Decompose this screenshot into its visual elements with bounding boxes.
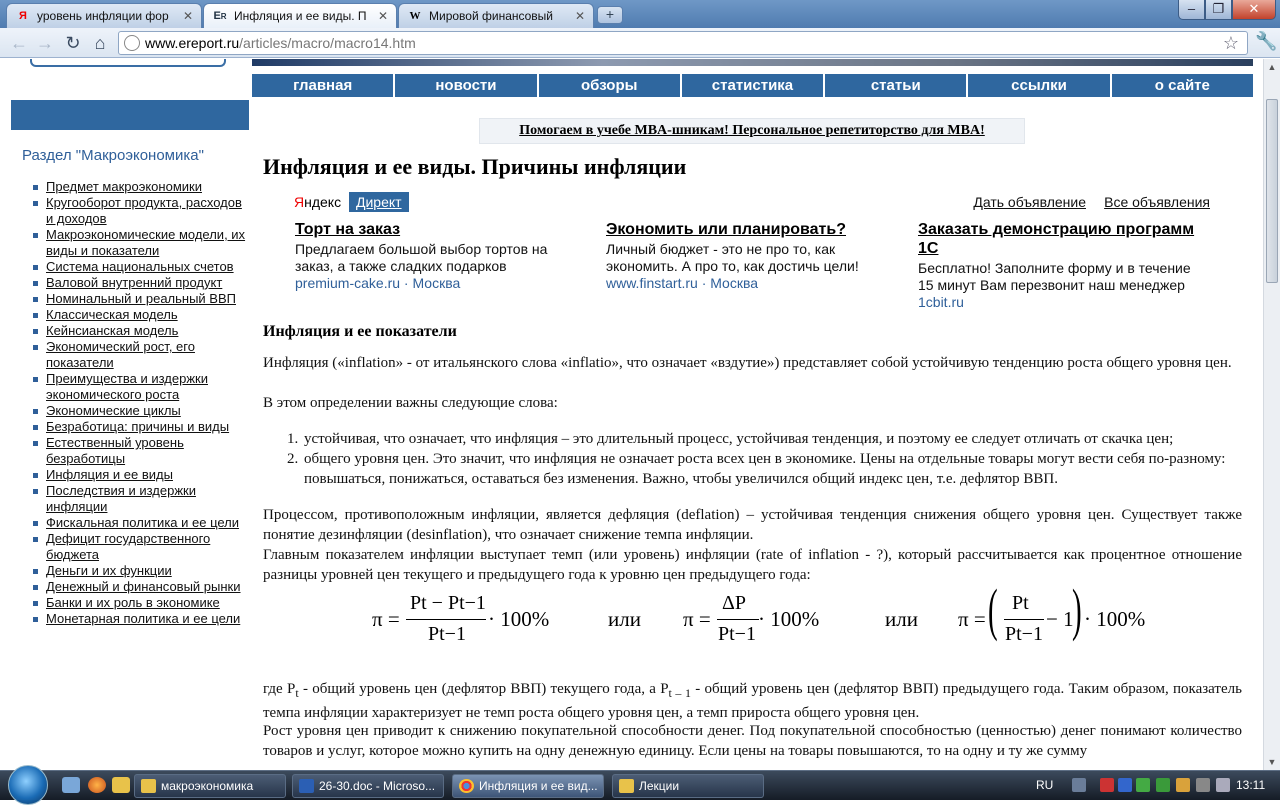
promo-link[interactable]: Помогаем в учебе MBA-шникам! Персональное репетиторство для MBA! xyxy=(519,123,985,138)
yandex-favicon-icon: Я xyxy=(19,10,27,22)
word-icon xyxy=(299,779,314,793)
url-host: www.ereport.ru xyxy=(145,35,240,51)
page-viewport xyxy=(0,59,1263,770)
place-ad-link[interactable]: Дать объявление xyxy=(973,194,1086,210)
section-heading: Инфляция и ее показатели xyxy=(263,323,457,340)
ad-title[interactable]: Экономить или планировать? xyxy=(606,221,846,238)
taskbar-item[interactable]: Лекции xyxy=(612,774,764,798)
menu-item-reviews[interactable]: обзоры xyxy=(539,74,680,97)
browser-tab-2[interactable] xyxy=(203,3,397,28)
site-top-menu xyxy=(252,74,1253,97)
ad-text: Личный бюджет - это не про то, как экономить. А про то, как достичь цели! xyxy=(606,241,859,274)
network-icon[interactable] xyxy=(1156,778,1170,792)
browser-tab-3[interactable] xyxy=(398,3,594,28)
sidebar-header-bar xyxy=(11,100,249,130)
formula-numerator: ΔP xyxy=(722,592,746,614)
formula-times-100: · 100% xyxy=(1084,607,1146,631)
tab-title: Мировой финансовый xyxy=(429,9,554,23)
browser-tab-bar xyxy=(0,0,1280,28)
show-desktop-icon[interactable] xyxy=(62,777,80,793)
reload-icon[interactable]: ↻ xyxy=(65,33,81,53)
windows-taskbar xyxy=(0,770,1280,800)
wikipedia-favicon-icon: W xyxy=(409,10,421,22)
sidebar-item[interactable] xyxy=(46,563,246,579)
formula-pi: π = xyxy=(958,607,986,631)
sidebar-item-label[interactable]: Кругооборот продукта, расходов и доходов xyxy=(46,195,242,226)
formula-pi: π = xyxy=(372,607,400,631)
ad-url[interactable]: premium-cake.ru · Москва xyxy=(295,275,461,291)
sidebar-item-label[interactable]: Безработица: причины и виды xyxy=(46,419,230,434)
sidebar-item[interactable] xyxy=(46,275,246,291)
sidebar-item[interactable] xyxy=(46,419,246,435)
ad-item[interactable] xyxy=(918,220,1208,311)
home-icon[interactable]: ⌂ xyxy=(94,33,106,53)
sidebar-item-label[interactable]: Последствия и издержки инфляции xyxy=(46,483,196,514)
sidebar-item[interactable] xyxy=(46,483,246,515)
address-bar[interactable] xyxy=(118,31,1248,55)
ad-item[interactable] xyxy=(295,220,585,292)
ad-url[interactable]: www.finstart.ru · Москва xyxy=(606,275,759,291)
scroll-thumb[interactable] xyxy=(1266,99,1278,283)
sidebar-item-label[interactable]: Дефицит государственного бюджета xyxy=(46,531,211,562)
close-window-button[interactable]: ✕ xyxy=(1232,0,1276,20)
sidebar-item-label[interactable]: Деньги и их функции xyxy=(46,563,172,578)
formula-or: или xyxy=(608,607,641,631)
sidebar-item[interactable] xyxy=(46,227,246,259)
sidebar-item-label[interactable]: Инфляция и ее виды xyxy=(46,467,173,482)
yandex-logo[interactable]: Яндекс xyxy=(294,194,342,210)
sidebar-item[interactable] xyxy=(46,531,246,563)
tab-title: Инфляция и ее виды. П xyxy=(234,9,367,23)
sidebar-item-label[interactable]: Номинальный и реальный ВВП xyxy=(46,291,236,306)
sidebar-item[interactable] xyxy=(46,371,246,403)
site-banner xyxy=(252,59,1253,66)
list-item: 1. устойчивая, что означает, что инфляция – это длительный процесс, устойчивая тенденция, и поэтому ее следует отличать от скачка цен; xyxy=(302,429,1242,449)
chrome-icon xyxy=(459,779,474,793)
sidebar-item-label[interactable]: Макроэкономические модели, их виды и показатели xyxy=(46,227,246,258)
fraction-bar xyxy=(717,619,759,620)
sidebar-item-label[interactable]: Экономический рост, его показатели xyxy=(46,339,195,370)
ad-title[interactable]: Заказать демонстрацию программ 1С xyxy=(918,221,1195,257)
browser-tab-1[interactable] xyxy=(6,3,202,28)
sidebar-item[interactable] xyxy=(46,515,246,531)
fraction-bar xyxy=(406,619,486,620)
formula-pi: π = xyxy=(683,607,711,631)
ad-text: Предлагаем большой выбор тортов на заказ, а также сладких подарков xyxy=(295,241,548,274)
sidebar-item[interactable] xyxy=(46,307,246,323)
sidebar-section-title: Раздел "Макроэкономика" xyxy=(22,147,204,164)
paragraph-definition: Инфляция («inflation» - от итальянского слова «inflatio», что означает «вздутие») представляет собой устойчивую тенденцию роста общего уровня цен. xyxy=(263,355,1232,371)
sidebar-item-label[interactable]: Фискальная политика и ее цели xyxy=(46,515,240,530)
site-logo-box xyxy=(30,59,226,67)
sidebar-item-label[interactable]: Кейнсианская модель xyxy=(46,323,179,338)
taskbar-item[interactable]: макроэкономика xyxy=(134,774,286,798)
tab-close-icon[interactable]: ✕ xyxy=(377,9,388,23)
back-arrow-icon[interactable]: ← xyxy=(10,33,28,53)
formula-numerator: Pt − Pt−1 xyxy=(410,592,486,614)
new-tab-button[interactable]: + xyxy=(597,6,623,24)
scroll-up-arrow-icon[interactable]: ▲ xyxy=(1267,62,1277,72)
volume-icon[interactable] xyxy=(1216,778,1230,792)
page-title: Инфляция и ее виды. Причины инфляции xyxy=(263,154,687,179)
language-indicator[interactable]: RU xyxy=(1036,778,1054,792)
tray-icon[interactable] xyxy=(1072,778,1086,792)
menu-item-statistics[interactable]: статистика xyxy=(682,74,823,97)
folder-icon xyxy=(619,779,634,793)
vertical-scrollbar[interactable] xyxy=(1263,59,1280,770)
formula-denominator: Pt−1 xyxy=(718,623,756,645)
formula-minus-one: − 1 xyxy=(1046,607,1074,631)
formula-or: или xyxy=(885,607,918,631)
page-globe-icon xyxy=(124,35,140,51)
tray-icon[interactable] xyxy=(1196,778,1210,792)
sidebar-item[interactable] xyxy=(46,579,246,595)
formula-denominator: Pt−1 xyxy=(428,623,466,645)
sidebar-item[interactable] xyxy=(46,467,246,483)
forward-arrow-icon[interactable]: → xyxy=(36,33,54,53)
paragraph-intro-list: В этом определении важны следующие слова: xyxy=(263,395,558,411)
sidebar-item[interactable] xyxy=(46,403,246,419)
firefox-icon[interactable] xyxy=(88,777,106,793)
ad-url[interactable]: 1cbit.ru xyxy=(918,294,964,310)
tab-close-icon[interactable]: ✕ xyxy=(574,9,585,23)
start-button[interactable] xyxy=(8,765,48,805)
paren-left: ( xyxy=(988,577,998,642)
maximize-button[interactable]: ❐ xyxy=(1205,0,1232,20)
tray-icon[interactable] xyxy=(1176,778,1190,792)
fraction-bar xyxy=(1004,619,1044,620)
minimize-button[interactable]: – xyxy=(1178,0,1205,20)
sidebar-item-label[interactable]: Монетарная политика и ее цели xyxy=(46,611,241,626)
sidebar-item[interactable] xyxy=(46,291,246,307)
url-path: /articles/macro/macro14.htm xyxy=(239,35,416,51)
paragraph-deflation: Процессом, противоположным инфляции, является дефляция (deflation) – устойчивая тенденция снижения общего уровня цен. Существует также понятие дезинфляции (desinflation), что означает снижение темпа инфляции. xyxy=(263,507,1242,543)
paragraph-purchasing-power: Рост уровня цен приводит к снижению покупательной способности денег. Под покупательной способностью (ценностью) денег понимают количество товаров и услуг, которое можно купить на одну денежную единицу. Если цены на товары повышаются, то на одну и ту же сумму xyxy=(263,723,1242,759)
taskbar-item[interactable]: Инфляция и ее вид... xyxy=(452,774,604,798)
paragraph-where: где $P_t$ - общий уровень цен (дефлятор ВВП) текущего года, а $P_{t - 1}$ - общий уровень цен (дефлятор ВВП) предыдущего года. Таким образом, показатель темпа инфляции характеризует не темп роста общего уровня цен, а темп прироста общего уровня цен. xyxy=(263,681,1242,721)
menu-item-articles[interactable]: статьи xyxy=(825,74,966,97)
paren-right: ) xyxy=(1072,577,1082,642)
sidebar-item[interactable] xyxy=(46,595,246,611)
sidebar-item-label[interactable]: Денежный и финансовый рынки xyxy=(46,579,241,594)
ad-text: Бесплатно! Заполните форму и в течение 15 минут Вам перезвонит наш менеджер xyxy=(918,260,1191,293)
sidebar-item-label[interactable]: Система национальных счетов xyxy=(46,259,234,274)
sidebar-item[interactable] xyxy=(46,259,246,275)
formula-times-100: · 100% xyxy=(758,607,820,631)
tab-title: уровень инфляции фор xyxy=(37,9,169,23)
sidebar-item-label[interactable]: Предмет макроэкономики xyxy=(46,179,202,194)
menu-item-home[interactable]: главная xyxy=(252,74,393,97)
promo-banner[interactable] xyxy=(479,118,1025,144)
sidebar-item-label[interactable]: Валовой внутренний продукт xyxy=(46,275,223,290)
sidebar-item[interactable] xyxy=(46,339,246,371)
sidebar-item-label[interactable]: Экономические циклы xyxy=(46,403,181,418)
sidebar-item-label[interactable]: Преимущества и издержки экономического роста xyxy=(46,371,208,402)
sidebar-item-label[interactable]: Естественный уровень безработицы xyxy=(46,435,184,466)
all-ads-link[interactable]: Все объявления xyxy=(1104,194,1210,210)
menu-item-links[interactable]: ссылки xyxy=(968,74,1109,97)
paragraph-rate: Главным показателем инфляции выступает темп (или уровень) инфляции (rate of inflation - ?), который рассчитывается как процентное отношение разницы уровней цен текущего и предыдущего года к уровню цен предыдущего года: xyxy=(263,547,1242,583)
menu-item-news[interactable]: новости xyxy=(395,74,536,97)
taskbar-item[interactable]: 26-30.doc - Microso... xyxy=(292,774,444,798)
formula-times-100: · 100% xyxy=(488,607,550,631)
sidebar-item-label[interactable]: Банки и их роль в экономике xyxy=(46,595,220,610)
ad-title[interactable]: Торт на заказ xyxy=(295,221,401,238)
folder-icon xyxy=(141,779,156,793)
ereport-favicon-icon: E R xyxy=(213,10,227,22)
ads-header xyxy=(294,192,1210,212)
sidebar-item[interactable] xyxy=(46,611,246,627)
definition-list xyxy=(280,429,1242,489)
browser-toolbar xyxy=(0,28,1280,58)
ad-item[interactable] xyxy=(606,220,896,292)
scroll-down-arrow-icon[interactable]: ▼ xyxy=(1267,757,1277,767)
tray-icon[interactable] xyxy=(1100,778,1114,792)
wrench-menu-icon[interactable]: 🔧 xyxy=(1255,31,1278,51)
list-item: 2. общего уровня цен. Это значит, что инфляция не означает роста всех цен в экономике. Цены на отдельные товары могут вести себя по-разному: повышаться, понижаться, оставаться без изменения. Важно, чтобы увеличился общий индекс цен, т.е. дефлятор ВВП. xyxy=(302,449,1242,489)
direct-link[interactable]: Директ xyxy=(349,192,409,212)
sidebar-item[interactable] xyxy=(46,323,246,339)
bookmark-star-icon[interactable]: ☆ xyxy=(1222,33,1239,53)
sidebar-item-label[interactable]: Классическая модель xyxy=(46,307,178,322)
menu-item-about[interactable]: о сайте xyxy=(1112,74,1253,97)
folder-icon[interactable] xyxy=(112,777,130,793)
tab-close-icon[interactable]: ✕ xyxy=(182,9,193,23)
sidebar-nav xyxy=(46,179,246,627)
tray-icon[interactable] xyxy=(1136,778,1150,792)
sidebar-item[interactable] xyxy=(46,435,246,467)
formula-numerator: Pt xyxy=(1012,592,1029,614)
clock[interactable]: 13:11 xyxy=(1236,778,1266,792)
sidebar-item[interactable] xyxy=(46,179,246,195)
tray-icon[interactable] xyxy=(1118,778,1132,792)
sidebar-item[interactable] xyxy=(46,195,246,227)
formula-denominator: Pt−1 xyxy=(1005,623,1043,645)
